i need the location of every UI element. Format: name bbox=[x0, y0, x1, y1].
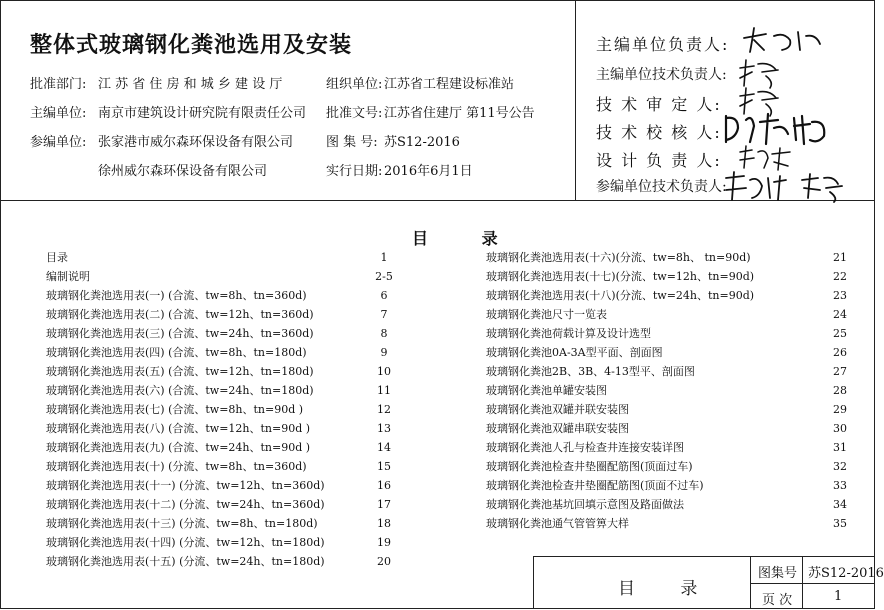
approval-dept-value: 江 苏 省 住 房 和 城 乡 建 设 厅 bbox=[98, 77, 283, 92]
toc-entry-title: 玻璃钢化粪池选用表(十一) (分流、tw=12h、tn=360d) bbox=[46, 479, 325, 492]
titleblock-row-line bbox=[750, 583, 875, 584]
toc-heading: 目 录 bbox=[412, 229, 522, 248]
signature-1 bbox=[740, 24, 830, 56]
toc-entry-title: 玻璃钢化粪池选用表(五) (合流、tw=12h、tn=180d) bbox=[46, 365, 314, 378]
toc-entry-page: 21 bbox=[833, 251, 847, 264]
toc-entry-page: 29 bbox=[833, 403, 847, 416]
toc-entry-title: 玻璃钢化粪池选用表(十) (分流、tw=8h、tn=360d) bbox=[46, 460, 307, 473]
toc-entry-page: 11 bbox=[377, 384, 391, 397]
toc-entry-title: 玻璃钢化粪池尺寸一览表 bbox=[486, 308, 607, 321]
co-unit-value-2: 徐州威尔森环保设备有限公司 bbox=[98, 164, 268, 179]
chief-unit-label: 主编单位: bbox=[30, 106, 87, 121]
toc-entry-title: 玻璃钢化粪池2B、3B、4-13型平、剖面图 bbox=[486, 365, 695, 378]
toc-entry[interactable] bbox=[46, 495, 391, 514]
toc-entry-page: 13 bbox=[377, 422, 391, 435]
toc-entry[interactable] bbox=[486, 438, 847, 457]
toc-entry[interactable] bbox=[486, 381, 847, 400]
toc-entry[interactable] bbox=[46, 362, 391, 381]
toc-entry[interactable] bbox=[46, 343, 388, 362]
toc-entry[interactable] bbox=[486, 476, 847, 495]
toc-entry[interactable] bbox=[46, 324, 388, 343]
toc-entry[interactable] bbox=[46, 419, 391, 438]
toc-entry-title: 玻璃钢化粪池选用表(三) (合流、tw=24h、tn=360d) bbox=[46, 327, 314, 340]
titleblock-top-line bbox=[533, 556, 875, 557]
toc-entry-page: 10 bbox=[377, 365, 391, 378]
toc-entry-title: 玻璃钢化粪池选用表(十二) (分流、tw=24h、tn=360d) bbox=[46, 498, 325, 511]
responsible-label-3: 技 术 审 定 人: bbox=[596, 95, 722, 114]
toc-entry-page: 30 bbox=[833, 422, 847, 435]
toc-entry[interactable] bbox=[486, 495, 847, 514]
page-number-label: 页 次 bbox=[762, 593, 793, 608]
responsible-label-6: 参编单位技术负责人: bbox=[596, 179, 727, 195]
chief-unit-value: 南京市建筑设计研究院有限责任公司 bbox=[98, 106, 307, 121]
toc-entry-page: 20 bbox=[377, 555, 391, 568]
toc-entry[interactable] bbox=[486, 400, 847, 419]
toc-entry[interactable] bbox=[486, 248, 847, 267]
toc-entry[interactable] bbox=[46, 476, 391, 495]
toc-entry[interactable] bbox=[46, 533, 391, 552]
toc-entry-page: 2-5 bbox=[375, 270, 393, 283]
toc-entry-page: 17 bbox=[377, 498, 391, 511]
toc-entry-page: 27 bbox=[833, 365, 847, 378]
toc-entry-title: 目录 bbox=[46, 251, 68, 264]
signature-4 bbox=[722, 110, 832, 148]
responsible-label-2: 主编单位技术负责人: bbox=[596, 67, 727, 83]
toc-entry-page: 15 bbox=[377, 460, 391, 473]
approval-no-label: 批准文号: bbox=[326, 106, 383, 121]
toc-entry[interactable] bbox=[46, 286, 388, 305]
approval-no-value: 江苏省住建厅 第11号公告 bbox=[384, 106, 535, 121]
toc-entry[interactable] bbox=[486, 267, 847, 286]
toc-entry-page: 28 bbox=[833, 384, 847, 397]
toc-entry-title: 玻璃钢化粪池选用表(十三) (分流、tw=8h、tn=180d) bbox=[46, 517, 318, 530]
toc-entry-page: 24 bbox=[833, 308, 847, 321]
responsible-label-5: 设 计 负 责 人: bbox=[596, 151, 722, 170]
toc-entry[interactable] bbox=[46, 381, 391, 400]
toc-entry-page: 25 bbox=[833, 327, 847, 340]
signature-6 bbox=[722, 170, 850, 204]
toc-entry-title: 玻璃钢化粪池荷载计算及设计选型 bbox=[486, 327, 651, 340]
toc-entry-title: 玻璃钢化粪池通气管管箅大样 bbox=[486, 517, 629, 530]
effective-date-value: 2016年6月1日 bbox=[384, 164, 473, 179]
toc-entry[interactable] bbox=[46, 400, 391, 419]
page-title: 整体式玻璃钢化粪池选用及安装 bbox=[30, 33, 353, 58]
toc-entry[interactable] bbox=[46, 457, 391, 476]
toc-entry-title: 玻璃钢化粪池选用表(二) (合流、tw=12h、tn=360d) bbox=[46, 308, 314, 321]
toc-entry-title: 玻璃钢化粪池选用表(十八)(分流、tw=24h、tn=90d) bbox=[486, 289, 755, 302]
effective-date-label: 实行日期: bbox=[326, 164, 383, 179]
toc-entry-title: 玻璃钢化粪池基坑回填示意图及路面做法 bbox=[486, 498, 684, 511]
responsible-label-4: 技 术 校 核 人: bbox=[596, 123, 722, 142]
toc-entry-title: 玻璃钢化粪池人孔与检查井连接安装详图 bbox=[486, 441, 684, 454]
toc-entry-page: 33 bbox=[833, 479, 847, 492]
toc-entry-title: 玻璃钢化粪池单罐安装图 bbox=[486, 384, 607, 397]
toc-entry[interactable] bbox=[486, 514, 847, 533]
toc-entry-title: 玻璃钢化粪池双罐串联安装图 bbox=[486, 422, 629, 435]
atlas-number-label: 图集号 bbox=[758, 566, 798, 581]
toc-entry-title: 玻璃钢化粪池双罐并联安装图 bbox=[486, 403, 629, 416]
atlas-number-value: 苏S12-2016 bbox=[808, 566, 884, 581]
toc-entry[interactable] bbox=[46, 248, 388, 267]
toc-entry[interactable] bbox=[486, 362, 847, 381]
toc-entry-page: 7 bbox=[380, 308, 388, 321]
toc-entry-title: 玻璃钢化粪池选用表(一) (合流、tw=8h、tn=360d) bbox=[46, 289, 307, 302]
org-unit-label: 组织单位: bbox=[326, 77, 383, 92]
toc-entry-page: 16 bbox=[377, 479, 391, 492]
toc-entry-page: 12 bbox=[377, 403, 391, 416]
atlas-no-label: 图 集 号: bbox=[326, 135, 378, 150]
toc-entry[interactable] bbox=[46, 267, 393, 286]
toc-entry-title: 玻璃钢化粪池选用表(六) (合流、tw=24h、tn=180d) bbox=[46, 384, 314, 397]
toc-entry-page: 31 bbox=[833, 441, 847, 454]
toc-entry-page: 14 bbox=[377, 441, 391, 454]
org-unit-value: 江苏省工程建设标准站 bbox=[384, 77, 515, 92]
co-unit-value-1: 张家港市威尔森环保设备有限公司 bbox=[98, 135, 294, 150]
toc-entry-page: 18 bbox=[377, 517, 391, 530]
toc-entry[interactable] bbox=[46, 514, 391, 533]
page-number-value: 1 bbox=[834, 589, 843, 604]
toc-entry-title: 玻璃钢化粪池选用表(八) (合流、tw=12h、tn=90d ) bbox=[46, 422, 311, 435]
header-vertical-divider bbox=[575, 0, 576, 200]
responsible-label-1: 主编单位负责人: bbox=[596, 35, 730, 54]
toc-entry-page: 1 bbox=[380, 251, 388, 264]
toc-entry-title: 玻璃钢化粪池选用表(十六)(分流、tw=8h、 tn=90d) bbox=[486, 251, 751, 264]
toc-entry[interactable] bbox=[486, 305, 847, 324]
toc-entry-title: 玻璃钢化粪池选用表(十四) (分流、tw=12h、tn=180d) bbox=[46, 536, 325, 549]
toc-entry-page: 19 bbox=[377, 536, 391, 549]
co-unit-label: 参编单位: bbox=[30, 135, 87, 150]
toc-entry[interactable] bbox=[46, 552, 391, 571]
atlas-no-value: 苏S12-2016 bbox=[384, 135, 460, 150]
toc-entry[interactable] bbox=[46, 305, 388, 324]
toc-entry[interactable] bbox=[486, 286, 847, 305]
toc-entry-title: 编制说明 bbox=[46, 270, 90, 283]
toc-entry[interactable] bbox=[486, 419, 847, 438]
toc-entry-page: 8 bbox=[380, 327, 388, 340]
toc-entry[interactable] bbox=[46, 438, 391, 457]
titleblock-title: 目 录 bbox=[618, 579, 718, 599]
toc-entry-page: 35 bbox=[833, 517, 847, 530]
titleblock-left-line bbox=[533, 556, 534, 609]
toc-entry-page: 6 bbox=[380, 289, 388, 302]
toc-entry-page: 26 bbox=[833, 346, 847, 359]
toc-entry-title: 玻璃钢化粪池选用表(四) (合流、tw=8h、tn=180d) bbox=[46, 346, 307, 359]
toc-entry-title: 玻璃钢化粪池选用表(九) (合流、tw=24h、tn=90d ) bbox=[46, 441, 311, 454]
toc-entry[interactable] bbox=[486, 457, 847, 476]
toc-entry-title: 玻璃钢化粪池选用表(七) (合流、tw=8h、tn=90d ) bbox=[46, 403, 304, 416]
toc-entry-title: 玻璃钢化粪池选用表(十五) (分流、tw=24h、tn=180d) bbox=[46, 555, 325, 568]
signature-5 bbox=[736, 144, 796, 172]
toc-entry-page: 22 bbox=[833, 270, 847, 283]
toc-entry-page: 34 bbox=[833, 498, 847, 511]
toc-entry-page: 32 bbox=[833, 460, 847, 473]
toc-entry-page: 9 bbox=[380, 346, 388, 359]
toc-entry-title: 玻璃钢化粪池检查井垫圈配筋图(顶面过车) bbox=[486, 460, 693, 473]
approval-dept-label: 批准部门: bbox=[30, 77, 87, 92]
toc-entry[interactable] bbox=[486, 343, 847, 362]
toc-entry[interactable] bbox=[486, 324, 847, 343]
toc-entry-title: 玻璃钢化粪池检查井垫圈配筋图(顶面不过车) bbox=[486, 479, 704, 492]
toc-entry-title: 玻璃钢化粪池0A-3A型平面、剖面图 bbox=[486, 346, 663, 359]
toc-entry-title: 玻璃钢化粪池选用表(十七)(分流、tw=12h、tn=90d) bbox=[486, 270, 755, 283]
toc-entry-page: 23 bbox=[833, 289, 847, 302]
